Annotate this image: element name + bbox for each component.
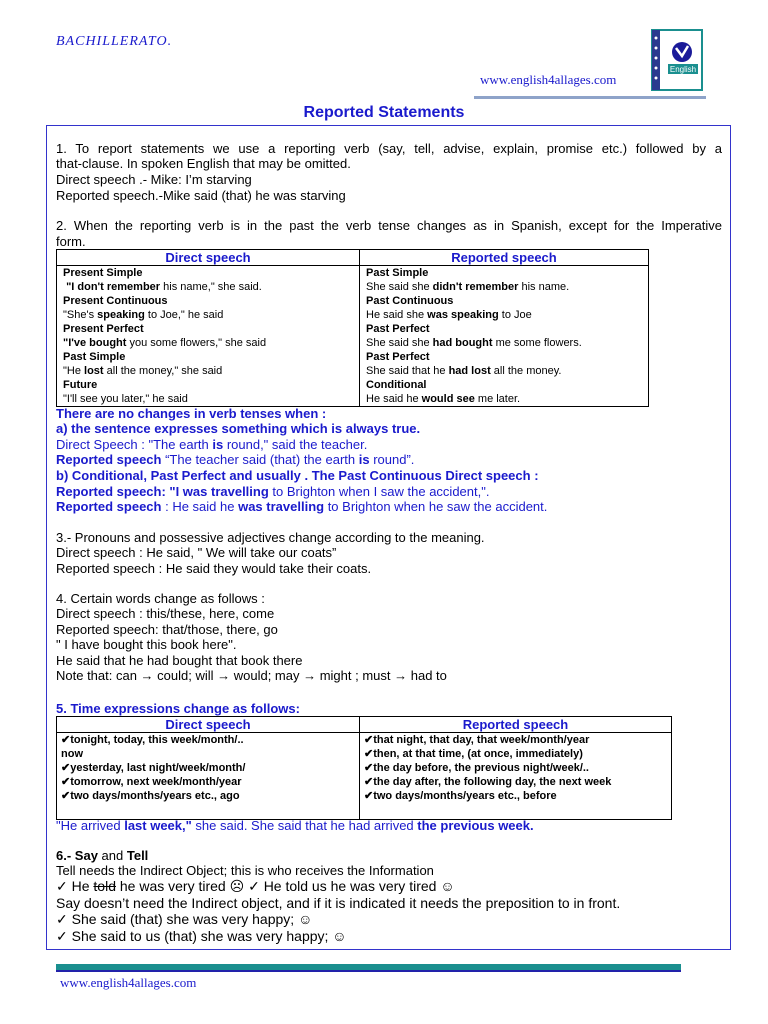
nochange-heading: There are no changes in verb tenses when : [56, 406, 327, 421]
s3-line2: Direct speech : He said, " We will take our coats” [56, 545, 337, 560]
notebook-logo-icon [648, 28, 706, 92]
header-label: BACHILLERATO. [56, 34, 173, 49]
tense-label: Present Simple [63, 267, 143, 279]
tense-reported-cell: Past Simple She said she didn't remember his name. Past Continuous He said she was speaking to Joe Past Perfect She said she had bought me some flowers. Past Perfect She said that he had lost all the money. Conditional He said he would see me later. [360, 266, 649, 407]
time-header-reported: Reported speech [360, 717, 672, 733]
tense-header-direct: Direct speech [57, 250, 360, 266]
s2-line1: 2. When the reporting verb is in the past the verb tense changes as in Spanish, except for the Imperative [56, 218, 722, 233]
time-header-direct: Direct speech [57, 717, 360, 733]
s4-line6: Note that: can → could; will → would; may → might ; must → had to [56, 668, 447, 683]
s5-example: "He arrived last week," she said. She said that he had arrived the previous week. [56, 818, 534, 833]
time-direct-cell: ✔tonight, today, this week/month/.. now ✔yesterday, last night/week/month/ ✔tomorrow, next week/month/year ✔two days/months/years etc., ago [57, 733, 360, 820]
s6-line3: Say doesn’t need the Indirect object, and if it is indicated it needs the preposition to in front. [56, 895, 621, 911]
s6-line4: ✓ She said (that) she was very happy; ☺ [56, 911, 313, 927]
time-reported-cell: ✔that night, that day, that week/month/year ✔then, at that time, (at once, immediately) ✔the day before, the previous night/week/.. ✔the day after, the following day, the next week ✔two days/months/years etc., before [360, 733, 672, 820]
footer-url-link[interactable]: www.english4allages.com [60, 975, 197, 990]
logo-text: English [669, 65, 697, 74]
tense-table [56, 249, 649, 407]
s5-title: 5. Time expressions change as follows: [56, 701, 300, 716]
s4-line3: Reported speech: that/those, there, go [56, 622, 278, 637]
s6-line2: ✓ He told he was very tired ☹ ✓ He told us he was very tired ☺ [56, 878, 455, 894]
nochange-reported-example: Reported speech “The teacher said (that) the earth is round”. [56, 452, 415, 467]
s4-line1: 4. Certain words change as follows : [56, 591, 265, 606]
s4-line2: Direct speech : this/these, here, come [56, 606, 275, 621]
s6-title: 6.- Say and Tell [56, 848, 149, 863]
nochange-direct-example: Direct Speech : "The earth is round," said the teacher. [56, 437, 368, 452]
header-divider [474, 96, 706, 99]
s6-line1: Tell needs the Indirect Object; this is who receives the Information [56, 863, 434, 878]
nochange-b: b) Conditional, Past Perfect and usually . The Past Continuous Direct speech : [56, 468, 539, 483]
s1-line1: 1. To report statements we use a reporting verb (say, tell, advise, explain, promise etc.) followed by a [56, 141, 722, 156]
s4-line5: He said that he had bought that book there [56, 653, 303, 668]
nochange-a: a) the sentence expresses something which is always true. [56, 421, 421, 436]
s1-line4: Reported speech.-Mike said (that) he was starving [56, 188, 346, 203]
s6-line5: ✓ She said to us (that) she was very happy; ☺ [56, 928, 347, 944]
time-table [56, 716, 672, 820]
s2-line2: form. [56, 234, 86, 249]
header-url-link[interactable]: www.english4allages.com [480, 72, 617, 87]
footer-divider [56, 970, 681, 972]
s4-line4: " I have bought this book here". [56, 637, 237, 652]
s3-line1: 3.- Pronouns and possessive adjectives change according to the meaning. [56, 530, 485, 545]
page-title: Reported Statements [303, 104, 465, 121]
s3-line3: Reported speech : He said they would take their coats. [56, 561, 372, 576]
s1-line3: Direct speech .- Mike: I’m starving [56, 172, 252, 187]
nochange-direct-b: Reported speech: "I was travelling to Brighton when I saw the accident,". [56, 484, 490, 499]
logo [648, 28, 706, 92]
s1-line2: that-clause. In spoken English that may be omitted. [56, 156, 351, 171]
tense-direct-cell: Present Simple "I don't remember his name," she said. Present Continuous "She's speaking to Joe," he said Present Perfect "I've bought you some flowers," she said Past Simple "He lost all the money," she said Future "I'll see you later," he said [57, 266, 360, 407]
tense-header-reported: Reported speech [360, 250, 649, 266]
nochange-reported-b: Reported speech : He said he was travelling to Brighton when he saw the accident. [56, 499, 548, 514]
